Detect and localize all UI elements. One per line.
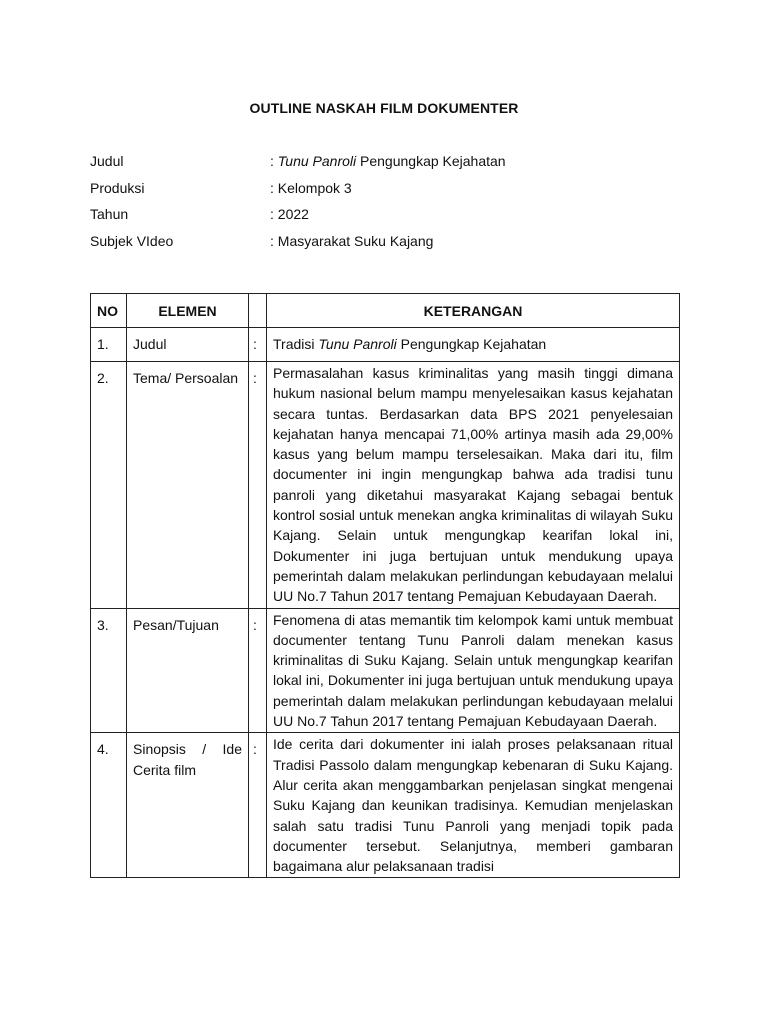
description-prefix: Tradisi (273, 335, 319, 352)
row-element: Tema/ Persoalan (127, 362, 249, 609)
meta-value: : Masyarakat Suku Kajang (270, 232, 434, 249)
row-description: Permasalahan kasus kriminalitas yang masih tinggi dimana hukum nasional belum mampu menyelesaikan kasus kejahatan secara tuntas. Berdasarkan data BPS 2021 penyelesaian kejahatan hanya mencapai 71,00% artinya masih ada 29,00% kasus yang belum mampu terselesaikan. Maka dari itu, film documenter ini ingin mengungkap bahwa ada tradisi tunu panroli yang diketahui masyarakat Kajang sebagai bentuk kontrol sosial untuk menekan angka kriminalitas di wilayah Suku Kajang. Selain untuk mengungkap kearifan lokal ini, Dokumenter ini juga bertujuan untuk mendukung upaya pemerintah dalam melakukan perlindungan kebudayaan melalui UU No.7 Tahun 2017 tentang Pemajuan Kebudayaan Daerah. (267, 362, 680, 609)
meta-row-judul (90, 151, 506, 178)
meta-value: : Kelompok 3 (270, 179, 352, 196)
table-row (91, 733, 680, 878)
row-separator: : (249, 328, 267, 362)
meta-row-tahun (90, 204, 506, 231)
meta-row-produksi (90, 178, 506, 205)
header-keterangan: KETERANGAN (267, 294, 680, 328)
row-separator: : (249, 608, 267, 733)
meta-block (90, 151, 506, 257)
description-italic: Tunu Panroli (318, 335, 397, 352)
row-separator: : (249, 362, 267, 609)
table-row (91, 328, 680, 362)
row-number: 1. (91, 328, 127, 362)
table-header-row (91, 294, 680, 328)
table-row (91, 608, 680, 733)
document-title: OUTLINE NASKAH FILM DOKUMENTER (249, 100, 519, 116)
header-no: NO (91, 294, 127, 328)
header-separator (249, 294, 267, 328)
meta-label: Produksi (90, 179, 145, 196)
row-separator: : (249, 733, 267, 878)
table-row (91, 362, 680, 609)
header-elemen: ELEMEN (127, 294, 249, 328)
meta-value (270, 153, 506, 169)
row-number: 3. (91, 608, 127, 733)
meta-label: Subjek VIdeo (90, 232, 174, 249)
meta-value: : 2022 (270, 206, 309, 222)
row-description: Fenomena di atas memantik tim kelompok kami untuk membuat documenter tentang Tunu Panroli dalam menekan kasus kriminalitas di Suku Kajang. Selain untuk mengungkap kearifan lokal ini, Dokumenter ini juga bertujuan untuk mendukung upaya pemerintah dalam melakukan perlindungan kebudayaan melalui UU No.7 Tahun 2017 tentang Pemajuan Kebudayaan Daerah. (267, 608, 680, 733)
meta-value-rest: Pengungkap Kejahatan (356, 153, 506, 169)
row-number: 4. (91, 733, 127, 878)
row-element: Sinopsis / Ide Cerita film (127, 733, 249, 878)
row-description: Ide cerita dari dokumenter ini ialah proses pelaksanaan ritual Tradisi Passolo dalam mengungkap kebenaran di Suku Kajang. Alur cerita akan menggambarkan penjelasan singkat mengenai Suku Kajang dan keunikan tradisinya. Kemudian menjelaskan salah satu tradisi Tunu Panroli yang menjadi topik pada documenter tersebut. Selanjutnya, memberi gambaran bagaimana alur pelaksanaan tradisi (267, 733, 680, 878)
meta-label: Judul (90, 153, 124, 169)
row-element: Judul (127, 328, 249, 362)
meta-label: Tahun (90, 206, 129, 222)
meta-row-subjek (90, 231, 506, 258)
row-description (267, 328, 680, 362)
row-element: Pesan/Tujuan (127, 608, 249, 733)
meta-colon: : (270, 153, 278, 169)
row-number: 2. (91, 362, 127, 609)
meta-value-italic: Tunu Panroli (277, 153, 357, 169)
description-rest: Pengungkap Kejahatan (396, 335, 547, 352)
outline-table (90, 293, 680, 878)
